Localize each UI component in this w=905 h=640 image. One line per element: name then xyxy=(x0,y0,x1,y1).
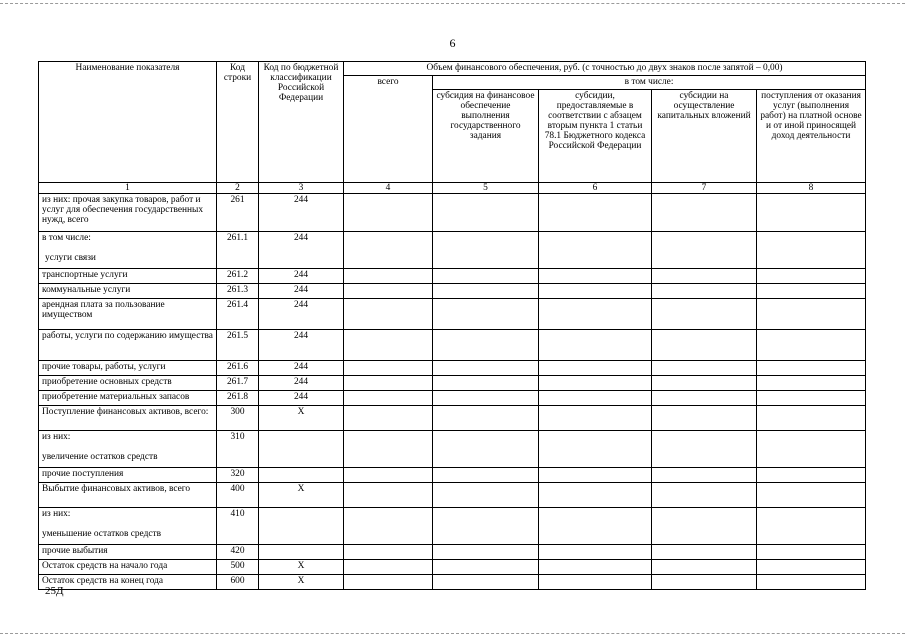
column-number: 5 xyxy=(433,183,539,194)
row-code: 420 xyxy=(217,545,259,560)
value-cell xyxy=(757,468,866,483)
column-number: 2 xyxy=(217,183,259,194)
row-name: Выбытие финансовых активов, всего xyxy=(42,484,191,494)
column-number: 3 xyxy=(259,183,344,194)
row-name-cell xyxy=(39,545,217,560)
column-number: 1 xyxy=(39,183,217,194)
value-cell xyxy=(433,194,539,232)
value-cell xyxy=(757,508,866,545)
value-cell xyxy=(344,299,433,330)
row-kbk xyxy=(259,431,344,468)
row-code: 310 xyxy=(217,431,259,468)
value-cell xyxy=(757,545,866,560)
value-cell xyxy=(344,194,433,232)
row-kbk: 244 xyxy=(259,391,344,406)
row-code: 261.2 xyxy=(217,269,259,284)
value-cell xyxy=(344,508,433,545)
value-cell xyxy=(539,391,652,406)
value-cell xyxy=(539,508,652,545)
row-code: 410 xyxy=(217,508,259,545)
value-cell xyxy=(652,299,757,330)
value-cell xyxy=(539,194,652,232)
row-kbk: Х xyxy=(259,560,344,575)
table-row xyxy=(39,284,866,299)
header-total: всего xyxy=(344,76,433,183)
header-col5: субсидия на финансовое обеспечение выполнения государственного задания xyxy=(433,90,539,183)
value-cell xyxy=(757,232,866,269)
row-code: 261.7 xyxy=(217,376,259,391)
value-cell xyxy=(757,269,866,284)
value-cell xyxy=(652,330,757,361)
value-cell xyxy=(344,330,433,361)
row-kbk xyxy=(259,508,344,545)
value-cell xyxy=(433,468,539,483)
value-cell xyxy=(433,391,539,406)
row-kbk: Х xyxy=(259,483,344,508)
value-cell xyxy=(539,468,652,483)
row-name: Поступление финансовых активов, всего: xyxy=(42,407,209,417)
value-cell xyxy=(757,284,866,299)
row-name: из них: прочая закупка товаров, работ и услуг для обеспечения государственных нужд, всего xyxy=(42,195,204,225)
row-kbk: 244 xyxy=(259,194,344,232)
value-cell xyxy=(757,483,866,508)
table-row xyxy=(39,361,866,376)
value-cell xyxy=(344,376,433,391)
row-kbk: 244 xyxy=(259,269,344,284)
value-cell xyxy=(539,376,652,391)
table-row xyxy=(39,406,866,431)
value-cell xyxy=(652,575,757,590)
row-name-cell xyxy=(39,483,217,508)
row-name-cell xyxy=(39,194,217,232)
page-number: 6 xyxy=(449,36,456,50)
row-name: приобретение основных средств xyxy=(42,377,172,387)
scan-edge-top xyxy=(0,3,905,4)
row-kbk: 244 xyxy=(259,232,344,269)
value-cell xyxy=(757,406,866,431)
value-cell xyxy=(433,406,539,431)
row-code: 261.3 xyxy=(217,284,259,299)
row-kbk: 244 xyxy=(259,299,344,330)
value-cell xyxy=(539,483,652,508)
value-cell xyxy=(433,269,539,284)
value-cell xyxy=(652,361,757,376)
row-name: прочие поступления xyxy=(42,469,124,479)
table-row xyxy=(39,194,866,232)
row-name: в том числе: xyxy=(42,233,91,243)
value-cell xyxy=(539,284,652,299)
value-cell xyxy=(757,575,866,590)
row-name: коммунальные услуги xyxy=(42,285,131,295)
value-cell xyxy=(433,361,539,376)
row-name: Остаток средств на начало года xyxy=(42,561,168,571)
column-number: 8 xyxy=(757,183,866,194)
header-col8: поступления от оказания услуг (выполнения работ) на платной основе и от иной приносящей доход деятельности xyxy=(757,90,866,183)
row-kbk: Х xyxy=(259,406,344,431)
row-name: прочие выбытия xyxy=(42,546,108,556)
value-cell xyxy=(652,284,757,299)
value-cell xyxy=(757,560,866,575)
table-row xyxy=(39,269,866,284)
value-cell xyxy=(539,545,652,560)
value-cell xyxy=(344,560,433,575)
value-cell xyxy=(652,376,757,391)
value-cell xyxy=(433,431,539,468)
value-cell xyxy=(344,468,433,483)
table-row xyxy=(39,508,866,545)
table-row xyxy=(39,330,866,361)
header-name: Наименование показателя xyxy=(39,62,217,183)
value-cell xyxy=(344,483,433,508)
row-name: из них: xyxy=(42,432,71,442)
row-code: 400 xyxy=(217,483,259,508)
value-cell xyxy=(433,330,539,361)
value-cell xyxy=(344,269,433,284)
header-including: в том числе: xyxy=(433,76,866,90)
row-code: 261.8 xyxy=(217,391,259,406)
header-col7: субсидии на осуществление капитальных вложений xyxy=(652,90,757,183)
footer-note: 25Д xyxy=(45,585,64,597)
row-name-cell xyxy=(39,560,217,575)
value-cell xyxy=(652,194,757,232)
value-cell xyxy=(344,545,433,560)
table-row xyxy=(39,483,866,508)
row-name-cell xyxy=(39,232,217,269)
value-cell xyxy=(757,361,866,376)
value-cell xyxy=(433,232,539,269)
value-cell xyxy=(539,575,652,590)
value-cell xyxy=(344,284,433,299)
row-kbk: 244 xyxy=(259,361,344,376)
row-code: 261.6 xyxy=(217,361,259,376)
row-name-cell xyxy=(39,330,217,361)
financial-table xyxy=(38,61,866,590)
column-number: 4 xyxy=(344,183,433,194)
row-name: арендная плата за пользование имуществом xyxy=(42,300,165,320)
row-name-cell xyxy=(39,508,217,545)
value-cell xyxy=(344,575,433,590)
row-name: из них: xyxy=(42,509,71,519)
value-cell xyxy=(539,299,652,330)
header-code-budget: Код по бюджетной классификации Российской Федерации xyxy=(259,62,344,183)
value-cell xyxy=(652,431,757,468)
row-name: Остаток средств на конец года xyxy=(42,576,164,586)
row-code: 320 xyxy=(217,468,259,483)
value-cell xyxy=(344,391,433,406)
table-row xyxy=(39,545,866,560)
value-cell xyxy=(344,361,433,376)
header-code-row: Код строки xyxy=(217,62,259,183)
row-code: 500 xyxy=(217,560,259,575)
table-row xyxy=(39,376,866,391)
value-cell xyxy=(539,431,652,468)
row-name-cell xyxy=(39,284,217,299)
row-name: транспортные услуги xyxy=(42,270,128,280)
row-kbk xyxy=(259,545,344,560)
value-cell xyxy=(757,376,866,391)
value-cell xyxy=(652,483,757,508)
column-number: 7 xyxy=(652,183,757,194)
row-name-cell xyxy=(39,575,217,590)
row-name-cell xyxy=(39,269,217,284)
table-row xyxy=(39,468,866,483)
value-cell xyxy=(539,330,652,361)
value-cell xyxy=(344,406,433,431)
value-cell xyxy=(433,545,539,560)
column-number: 6 xyxy=(539,183,652,194)
value-cell xyxy=(539,232,652,269)
scan-edge-bottom xyxy=(0,633,905,634)
row-name: работы, услуги по содержанию имущества xyxy=(42,331,213,341)
header-col6: субсидии, предоставляемые в соответствии с абзацем вторым пункта 1 статьи 78.1 Бюджетного кодекса Российской Федерации xyxy=(539,90,652,183)
value-cell xyxy=(757,391,866,406)
row-name: приобретение материальных запасов xyxy=(42,392,190,402)
value-cell xyxy=(539,560,652,575)
value-cell xyxy=(652,406,757,431)
value-cell xyxy=(344,431,433,468)
row-name-cell xyxy=(39,406,217,431)
column-number-row xyxy=(39,183,866,194)
value-cell xyxy=(539,361,652,376)
table-row xyxy=(39,431,866,468)
row-code: 261.1 xyxy=(217,232,259,269)
value-cell xyxy=(539,406,652,431)
value-cell xyxy=(652,560,757,575)
value-cell xyxy=(433,575,539,590)
row-name: прочие товары, работы, услуги xyxy=(42,362,166,372)
value-cell xyxy=(757,330,866,361)
value-cell xyxy=(652,468,757,483)
row-name-cell xyxy=(39,299,217,330)
table-row xyxy=(39,575,866,590)
value-cell xyxy=(433,508,539,545)
value-cell xyxy=(652,545,757,560)
table-row xyxy=(39,232,866,269)
row-kbk: 244 xyxy=(259,284,344,299)
value-cell xyxy=(539,269,652,284)
row-name-cell xyxy=(39,391,217,406)
row-kbk xyxy=(259,468,344,483)
table-row xyxy=(39,299,866,330)
value-cell xyxy=(433,376,539,391)
row-code: 261.5 xyxy=(217,330,259,361)
row-name-cell xyxy=(39,376,217,391)
value-cell xyxy=(433,299,539,330)
header-volume: Объем финансового обеспечения, руб. (с точностью до двух знаков после запятой – 0,00) xyxy=(344,62,866,76)
row-name-cell xyxy=(39,431,217,468)
value-cell xyxy=(652,269,757,284)
value-cell xyxy=(757,299,866,330)
value-cell xyxy=(433,483,539,508)
row-subname: увеличение остатков средств xyxy=(42,452,158,462)
row-subname: услуги связи xyxy=(45,253,96,263)
table-row xyxy=(39,560,866,575)
value-cell xyxy=(652,391,757,406)
row-subname: уменьшение остатков средств xyxy=(42,529,162,539)
value-cell xyxy=(652,232,757,269)
value-cell xyxy=(757,431,866,468)
row-kbk: Х xyxy=(259,575,344,590)
row-code: 300 xyxy=(217,406,259,431)
table-row xyxy=(39,391,866,406)
value-cell xyxy=(433,560,539,575)
row-kbk: 244 xyxy=(259,376,344,391)
row-code: 261 xyxy=(217,194,259,232)
value-cell xyxy=(344,232,433,269)
value-cell xyxy=(433,284,539,299)
value-cell xyxy=(652,508,757,545)
row-name-cell xyxy=(39,361,217,376)
row-name-cell xyxy=(39,468,217,483)
row-kbk: 244 xyxy=(259,330,344,361)
row-code: 600 xyxy=(217,575,259,590)
value-cell xyxy=(757,194,866,232)
row-code: 261.4 xyxy=(217,299,259,330)
